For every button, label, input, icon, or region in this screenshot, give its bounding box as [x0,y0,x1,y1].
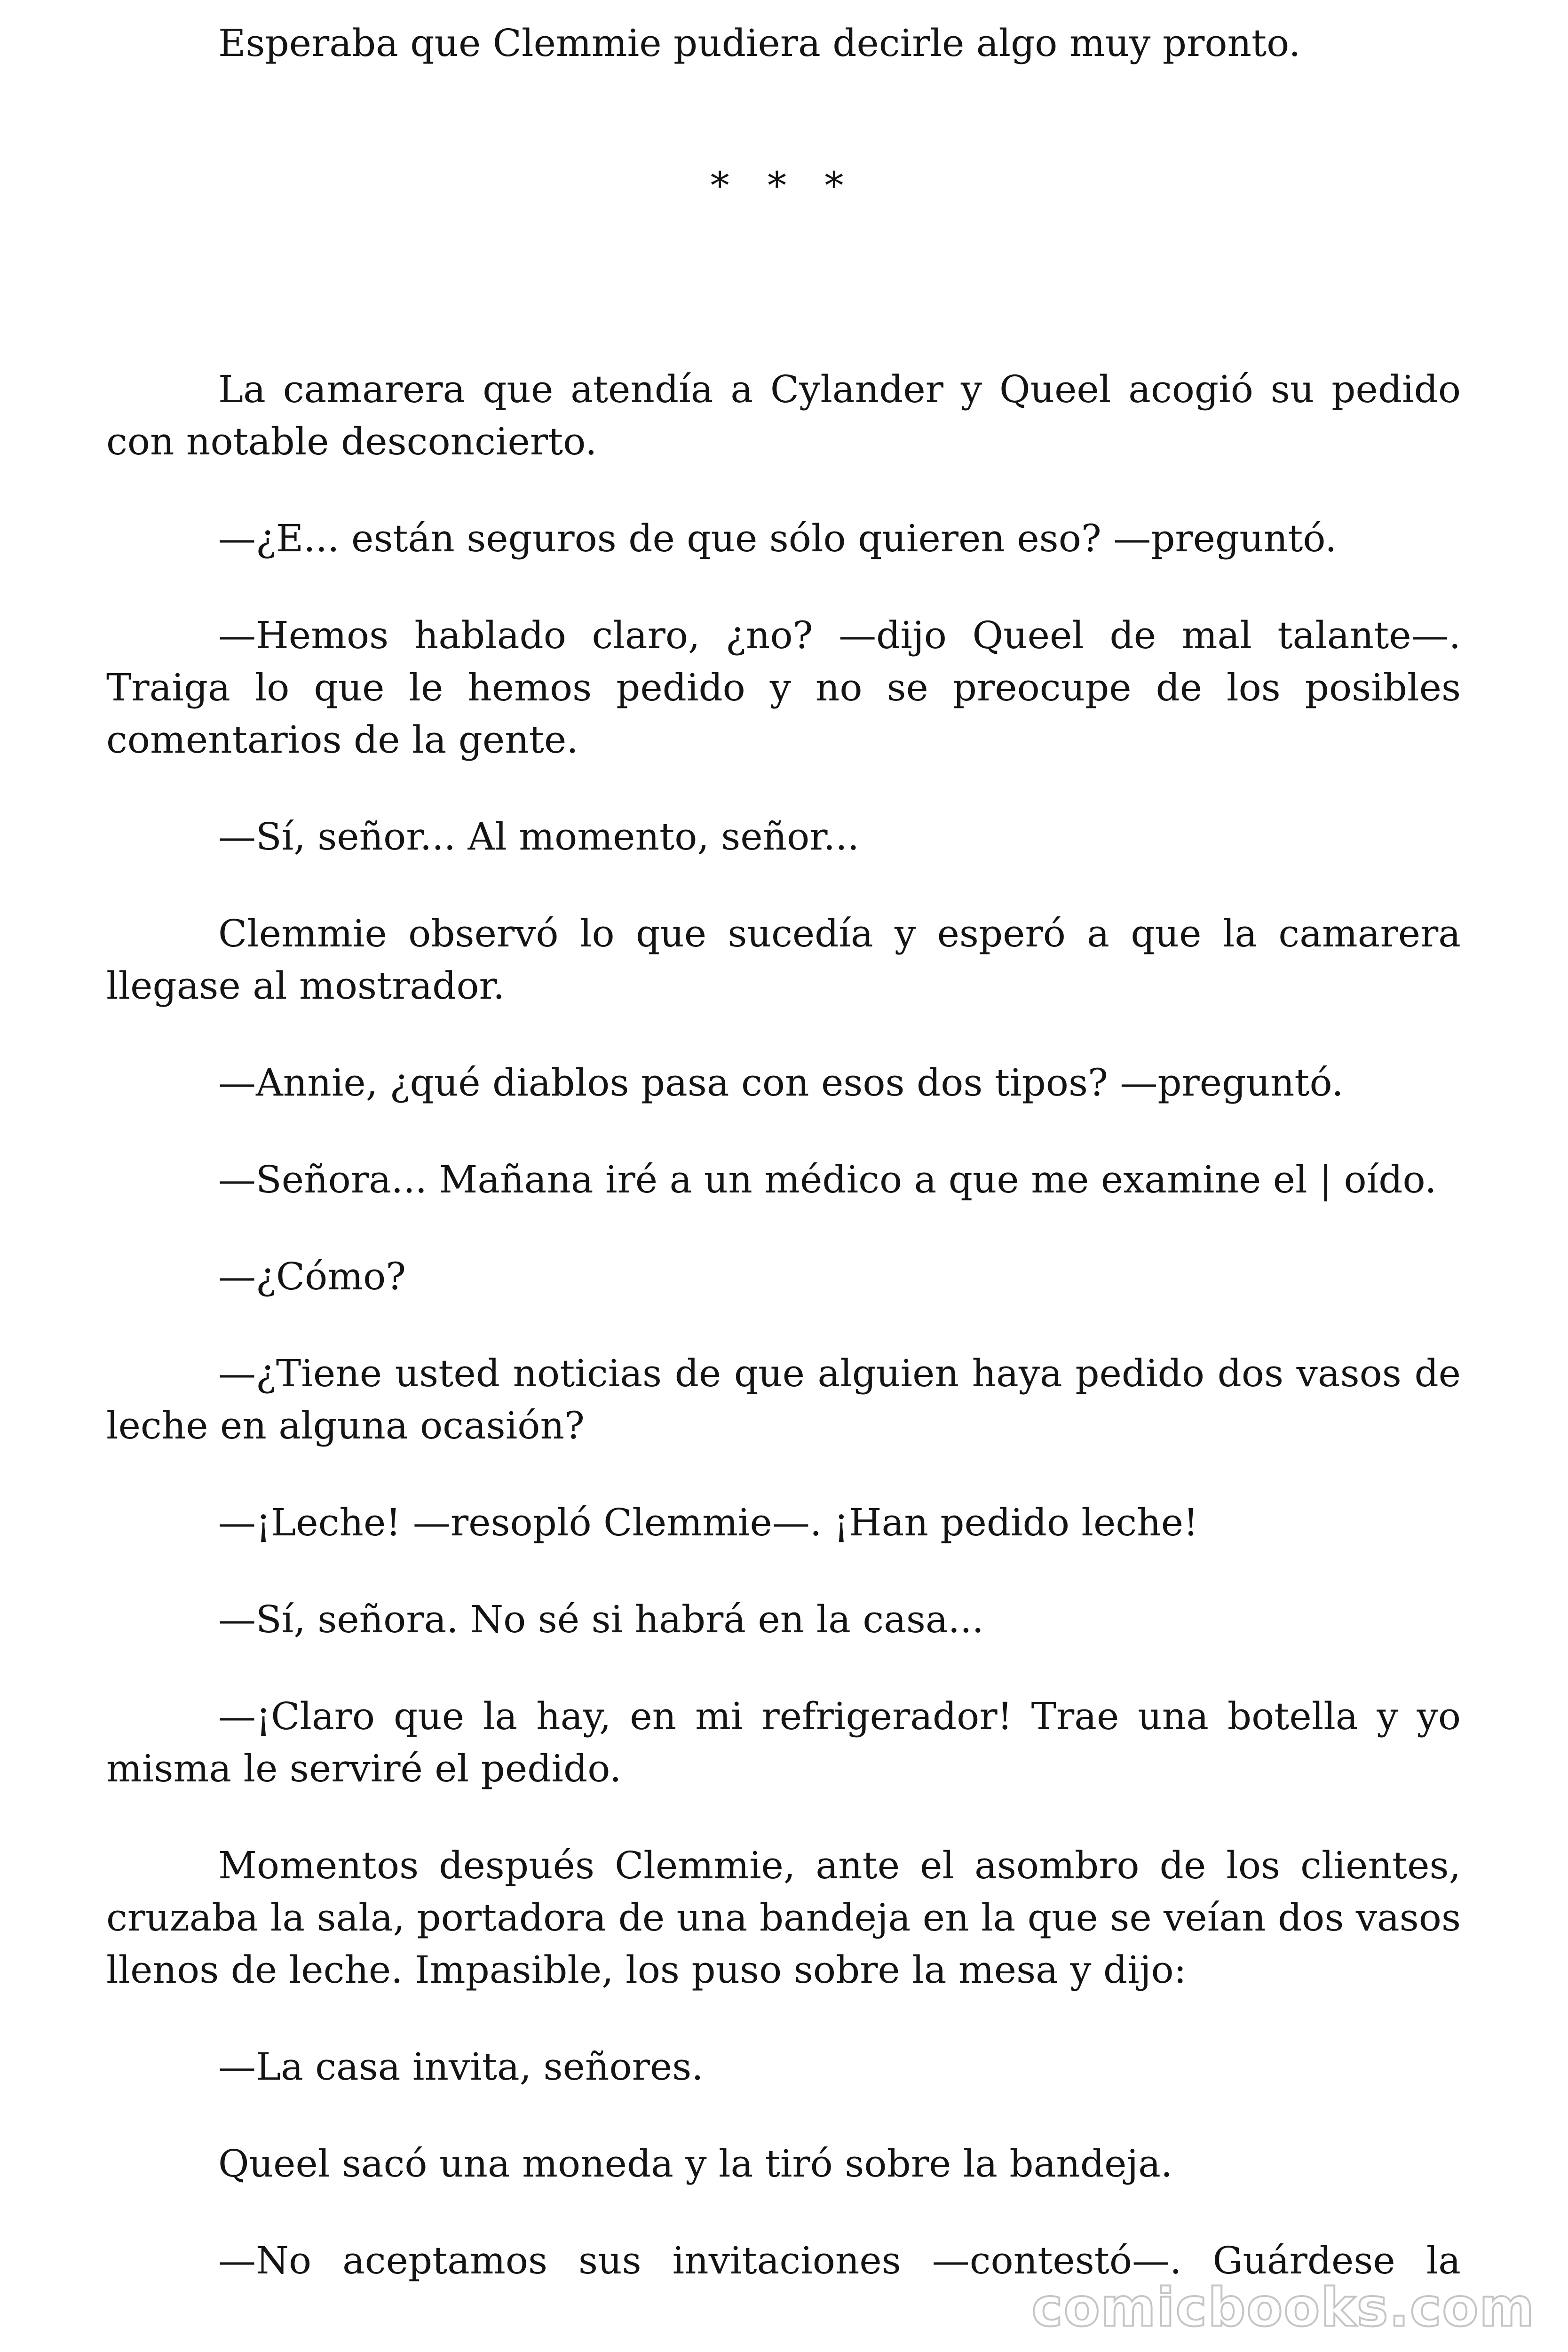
paragraph-5: —Sí, señor... Al momento, señor... [218,815,860,858]
paragraph-8: —Señora... Mañana iré a un médico a que me examine el | oído. [218,1158,1437,1201]
paragraph-9: —¿Cómo? [218,1255,406,1298]
paragraph-6: Clemmie observó lo que sucedía y esperó a que la camarera llegase al mostrador. [106,912,1461,1008]
paragraph-4: —Hemos hablado claro, ¿no? —dijo Queel de mal talante—. Traiga lo que le hemos pedido y no se preocupe de los posibles comentarios de la gente. [106,613,1461,762]
paragraph-1: Esperaba que Clemmie pudiera decirle algo muy pronto. [218,21,1301,65]
paragraph-16: Queel sacó una moneda y la tiró sobre la bandeja. [218,2142,1173,2185]
scene-separator: * * * [710,164,857,207]
watermark-logo: comicbooks.com [1031,2277,1535,2338]
paragraph-14: Momentos después Clemmie, ante el asombro de los clientes, cruzaba la sala, portadora de una bandeja en la que se veían dos vasos llenos de leche. Impasible, los puso sobre la mesa y dijo: [106,1843,1461,1992]
paragraph-2: La camarera que atendía a Cylander y Queel acogió su pedido con notable desconcierto. [106,367,1461,463]
book-page [106,0,1461,2287]
paragraph-17: —No aceptamos sus invitaciones —contestó—. Guárdese la [218,2239,1461,2282]
paragraph-13: —¡Claro que la hay, en mi refrigerador! Trae una botella y yo misma le serviré el pedido. [106,1694,1461,1790]
paragraph-3: —¿E... están seguros de que sólo quieren eso? —preguntó. [218,516,1337,560]
paragraph-10: —¿Tiene usted noticias de que alguien haya pedido dos vasos de leche en alguna ocasión? [106,1351,1461,1447]
paragraph-15: —La casa invita, señores. [218,2045,704,2089]
paragraph-11: —¡Leche! —resopló Clemmie—. ¡Han pedido leche! [218,1501,1199,1544]
paragraph-7: —Annie, ¿qué diablos pasa con esos dos tipos? —preguntó. [218,1061,1344,1104]
paragraph-12: —Sí, señora. No sé si habrá en la casa... [218,1597,984,1641]
